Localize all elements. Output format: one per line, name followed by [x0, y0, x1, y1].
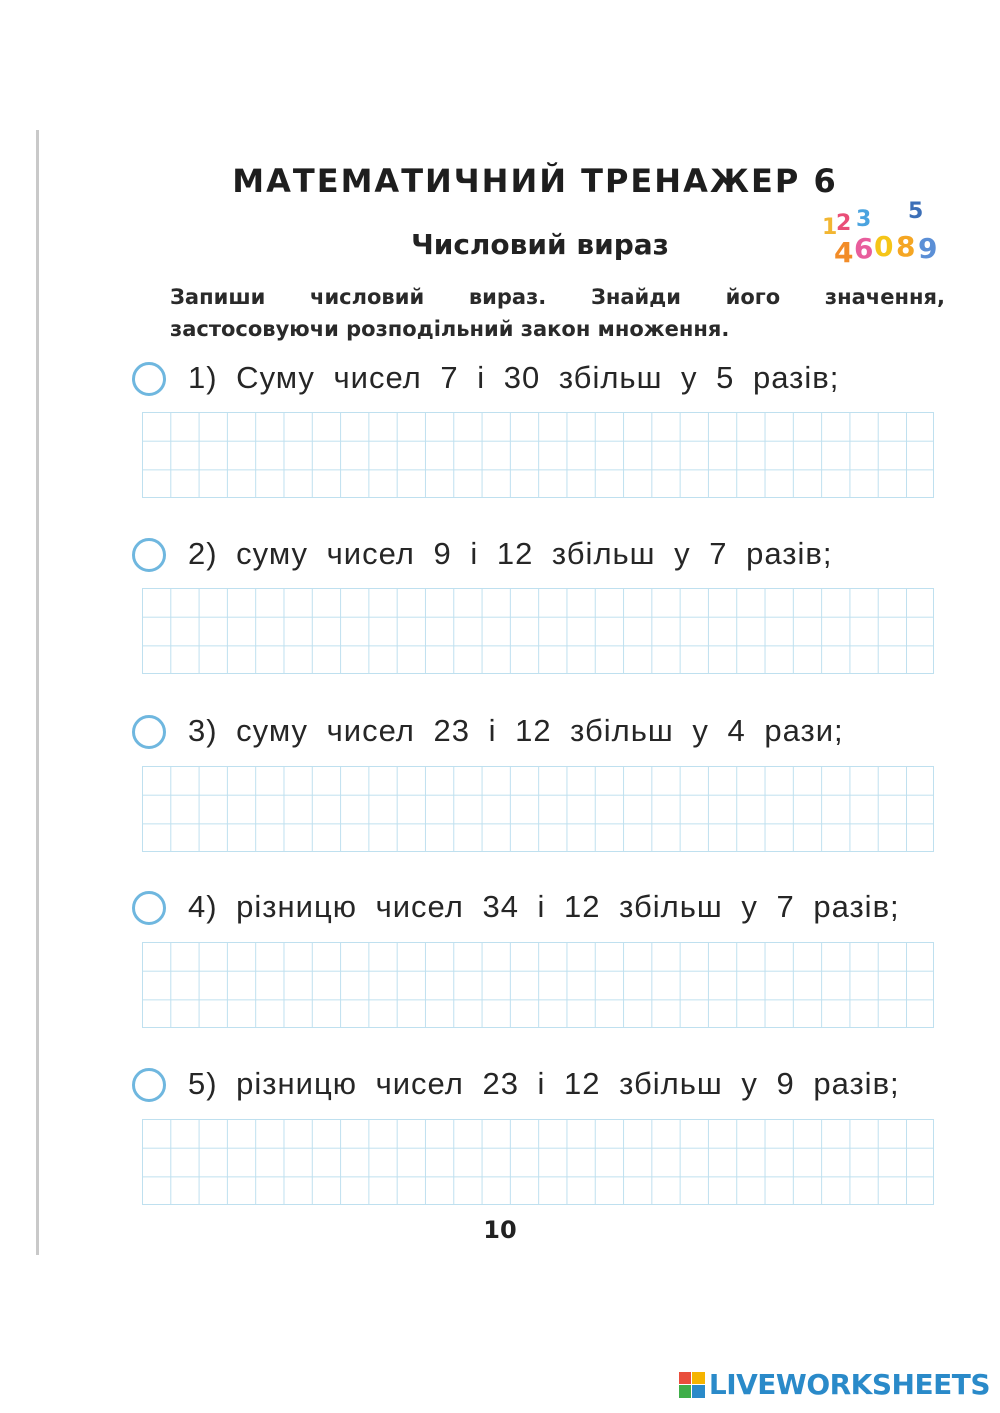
task-1 — [130, 360, 950, 408]
task-text-2: 2) суму чисел 9 і 12 збільш у 7 разів; — [188, 536, 833, 571]
digit-9: 9 — [918, 232, 938, 265]
instructions — [170, 281, 945, 345]
answer-circle-2[interactable] — [132, 538, 166, 572]
instruction-word: Знайди — [590, 285, 681, 309]
liveworksheets-brand: LIVEWORKSHEETS — [708, 1368, 990, 1401]
instruction-word: значення, — [824, 285, 945, 309]
task-text-4: 4) різницю чисел 34 і 12 збільш у 7 разів; — [188, 889, 900, 924]
answer-grid-2[interactable] — [142, 588, 934, 674]
answer-grid-1[interactable] — [142, 412, 934, 498]
digit-6: 6 — [854, 232, 874, 265]
task-text-1: 1) Суму чисел 7 і 30 збільш у 5 разів; — [188, 360, 840, 395]
digit-5: 5 — [908, 200, 924, 224]
page-number: 10 — [483, 1216, 517, 1244]
task-2 — [130, 536, 950, 584]
task-text-3: 3) суму чисел 23 і 12 збільш у 4 рази; — [188, 713, 844, 748]
digit-8: 8 — [896, 230, 916, 263]
page-edge — [36, 130, 39, 1255]
instruction-word: Запиши — [170, 285, 266, 309]
instruction-line-1 — [170, 281, 945, 313]
answer-circle-1[interactable] — [132, 362, 166, 396]
liveworksheets-logo[interactable] — [679, 1368, 990, 1401]
answer-circle-3[interactable] — [132, 715, 166, 749]
page-title: МАТЕМАТИЧНИЙ ТРЕНАЖЕР 6 — [232, 162, 838, 200]
digit-0: 0 — [874, 230, 894, 263]
task-4 — [130, 889, 950, 937]
answer-grid-3[interactable] — [142, 766, 934, 852]
digit-1: 1 — [822, 215, 838, 240]
digit-4: 4 — [834, 236, 854, 269]
instruction-word: його — [725, 285, 781, 309]
task-3 — [130, 713, 950, 761]
answer-circle-5[interactable] — [132, 1068, 166, 1102]
colorful-numbers-icon — [818, 200, 948, 270]
task-text-5: 5) різницю чисел 23 і 12 збільш у 9 разів; — [188, 1066, 900, 1101]
page-subtitle: Числовий вираз — [411, 228, 669, 261]
answer-grid-5[interactable] — [142, 1119, 934, 1205]
digit-2: 2 — [836, 211, 852, 236]
liveworksheets-badge-icon — [679, 1372, 705, 1398]
instruction-word: числовий — [310, 285, 425, 309]
answer-circle-4[interactable] — [132, 891, 166, 925]
task-5 — [130, 1066, 950, 1114]
instruction-word: вираз. — [468, 285, 547, 309]
answer-grid-4[interactable] — [142, 942, 934, 1028]
digit-3: 3 — [856, 207, 872, 232]
instruction-line-2: застосовуючи розподільний закон множення. — [170, 317, 730, 341]
